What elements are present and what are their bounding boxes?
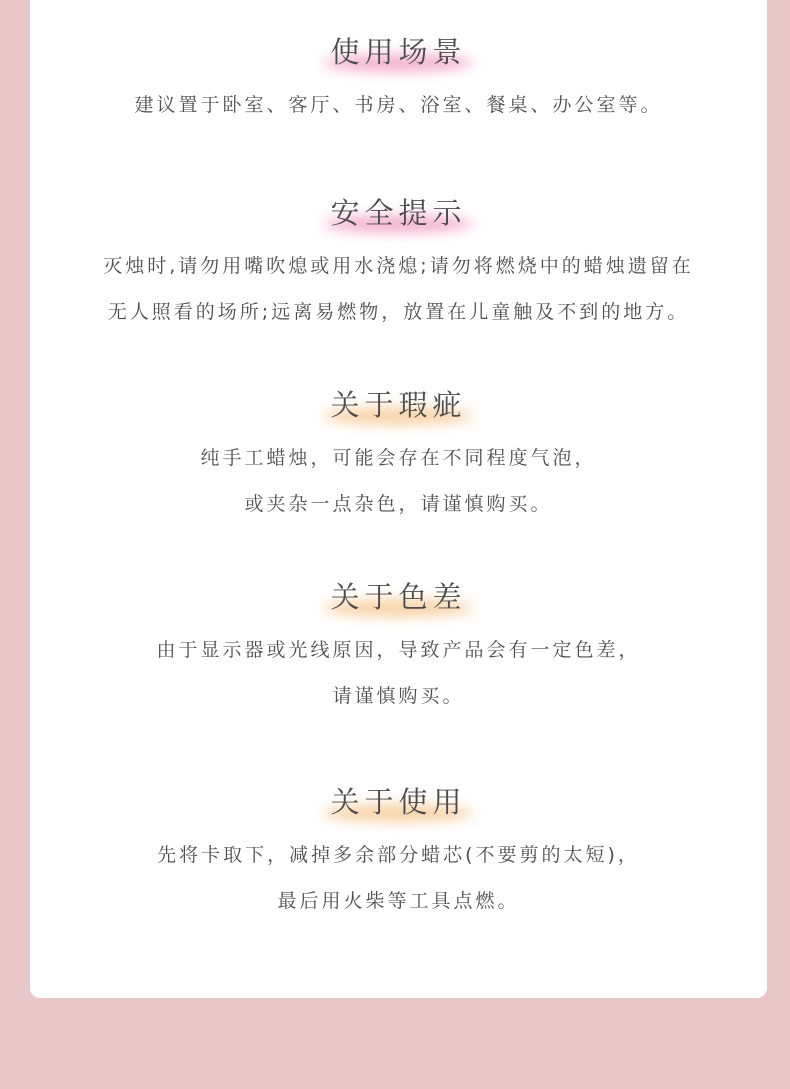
section-title: 关于使用	[330, 785, 467, 819]
section-text-line: 请谨慎购买。	[332, 685, 465, 707]
section-heading-wrap	[330, 782, 466, 822]
content-card	[30, 0, 767, 998]
section-text-line: 或夹杂一点杂色，请谨慎购买。	[244, 493, 553, 515]
section-about-flaws	[30, 385, 767, 527]
section-title: 安全提示	[330, 196, 467, 230]
section-text-line: 由于显示器或光线原因，导致产品会有一定色差，	[156, 639, 641, 661]
section-title: 使用场景	[330, 35, 467, 69]
section-heading-wrap	[330, 577, 466, 617]
section-text-line: 无人照看的场所;远离易燃物，放置在儿童触及不到的地方。	[107, 301, 690, 323]
section-text-line: 灭烛时,请勿用嘴吹熄或用水浇熄;请勿将燃烧中的蜡烛遗留在	[103, 255, 694, 277]
section-text-line: 最后用火柴等工具点燃。	[277, 890, 520, 912]
section-usage-scenarios	[30, 32, 767, 128]
section-safety-tips	[30, 193, 767, 335]
section-text-line: 先将卡取下，减掉多余部分蜡芯(不要剪的太短)，	[157, 844, 640, 866]
section-title: 关于瑕疵	[330, 388, 467, 422]
section-about-color-difference	[30, 577, 767, 719]
section-about-usage	[30, 782, 767, 924]
section-heading-wrap	[330, 193, 466, 233]
section-title: 关于色差	[330, 580, 467, 614]
section-text-line: 纯手工蜡烛，可能会存在不同程度气泡，	[200, 447, 597, 469]
section-heading-wrap	[330, 32, 466, 72]
section-text-line: 建议置于卧室、客厅、书房、浴室、餐桌、办公室等。	[134, 94, 663, 116]
section-heading-wrap	[330, 385, 466, 425]
